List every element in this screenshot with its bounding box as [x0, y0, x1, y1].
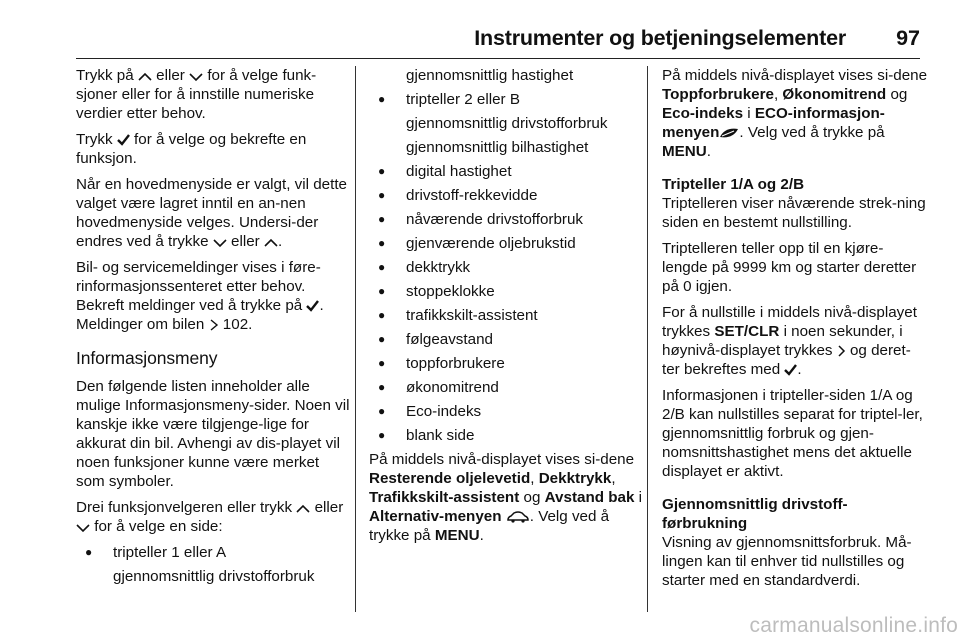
list-item: ● blank side — [369, 426, 645, 445]
list-item: ● økonomitrend — [369, 378, 645, 397]
list-item: ● trafikkskilt-assistent — [369, 306, 645, 325]
list-item: ● toppforbrukere — [369, 354, 645, 373]
watermark-footer: carmanualsonline.info — [749, 614, 958, 637]
column-2 — [369, 66, 645, 552]
list-item: ● følgeavstand — [369, 330, 645, 349]
page-number: 97 — [896, 26, 920, 50]
list-item: ● dekktrykk — [369, 258, 645, 277]
list-item: ● stoppeklokke — [369, 282, 645, 301]
list-item: ● tripteller 2 eller B — [369, 90, 645, 109]
column-divider-1 — [355, 66, 356, 612]
paragraph-messages: Bil- og servicemeldinger vises i føre-rinformasjonssenteret etter behov. Bekreft meldinger ved å trykke på . Meldinger om bilen 102. — [76, 259, 324, 333]
list-item: ● digital hastighet — [369, 162, 645, 181]
page-header — [76, 0, 920, 59]
list-sub-item: gjennomsnittlig drivstofforbruk — [406, 115, 608, 132]
page-reference-icon — [209, 319, 219, 331]
list-sub-item: gjennomsnittlig bilhastighet — [406, 139, 589, 156]
subheading-avg-consumption: Gjennomsnittlig drivstoff- førbrukning — [662, 496, 848, 532]
chevron-down-icon — [213, 238, 227, 248]
list-sub-item: gjennomsnittlig hastighet — [406, 67, 574, 84]
checkmark-icon — [784, 364, 797, 376]
paragraph-select-page: Drei funksjonvelgeren eller trykk eller for å velge en side: — [76, 499, 344, 535]
car-icon — [506, 511, 530, 523]
list-item: ● drivstoff-rekkevidde — [369, 186, 645, 205]
paragraph-confirm: Trykk for å velge og bekrefte en funksjon. — [76, 131, 307, 167]
list-item: ● nåværende drivstofforbruk — [369, 210, 645, 229]
section-heading-informasjonsmeny: Informasjonsmeny — [76, 348, 218, 368]
chevron-up-icon — [296, 504, 310, 514]
paragraph-info-menu: Den følgende listen inneholder alle mulige Informasjonsmeny-sider. Noen vil kanskje ikke være tilgjenge-lige for akkurat din bil. Avhengi av dis-playet vil noen funksjoner kunne være merket som symboler. — [76, 378, 350, 490]
list-item: ● tripteller 1 eller A — [76, 543, 352, 562]
paragraph-main-menu: Når en hovedmenyside er valgt, vil dette valget være lagret inntil en an-nen hovedmenyside velges. Undersi-der endres ved å trykke eller . — [76, 176, 347, 250]
chevron-up-icon — [264, 238, 278, 248]
paragraph-avg-consumption: Visning av gjennomsnittsforbruk. Må-lingen kan til enhver tid nullstilles og starter med en standardverdi. — [662, 534, 912, 589]
chevron-down-icon — [76, 523, 90, 533]
paragraph-tripteller-2: Triptelleren teller opp til en kjøre-lengde på 9999 km og starter deretter på 0 igjen. — [662, 240, 917, 295]
column-1 — [76, 66, 352, 591]
paragraph-reset: For å nullstille i middels nivå-displayet trykkes SET/CLR i noen sekunder, i høynivå-displayet trykkes og deret-ter bekreftes med . — [662, 304, 917, 378]
chevron-up-icon — [138, 72, 152, 82]
subheading-tripteller: Tripteller 1/A og 2/B — [662, 176, 805, 193]
paragraph-tripteller-1: Triptelleren viser nåværende strek-ning siden en bestemt nullstilling. — [662, 195, 926, 231]
chevron-down-icon — [189, 72, 203, 82]
column-divider-2 — [647, 66, 648, 612]
list-item: ● Eco-indeks — [369, 402, 645, 421]
chevron-right-icon — [837, 345, 846, 357]
page-title: Instrumenter og betjeningselementer — [474, 26, 846, 50]
paragraph-tripteller-reset-info: Informasjonen i tripteller-siden 1/A og 2/B kan nullstilles separat for triptel-ler, gjennomsnittlig forbruk og gjen-nomsnittshastighet mens det aktuelle displayet er aktivt. — [662, 387, 923, 480]
paragraph-mid-display: På middels nivå-displayet vises si-dene Resterende oljelevetid, Dekktrykk, Trafikkskilt-assistent og Avstand bak i Alternativ-menyen . Velg ved å trykke på MENU. — [369, 451, 642, 544]
checkmark-icon — [306, 300, 319, 312]
column-3 — [662, 66, 928, 597]
paragraph-eco-menu: På middels nivå-displayet vises si-dene Toppforbrukere, Økonomitrend og Eco-indeks i ECO-informasjon-menyen . Velg ved å trykke på MENU. — [662, 67, 928, 160]
list-item: ● gjenværende oljebrukstid — [369, 234, 645, 253]
checkmark-icon — [117, 134, 130, 146]
leaf-icon — [719, 127, 739, 139]
list-sub-item: gjennomsnittlig drivstofforbruk — [113, 568, 315, 585]
paragraph-arrow-selection: Trykk på eller for å velge funk-sjoner eller for å innstille numeriske verdier etter behov. — [76, 67, 317, 122]
